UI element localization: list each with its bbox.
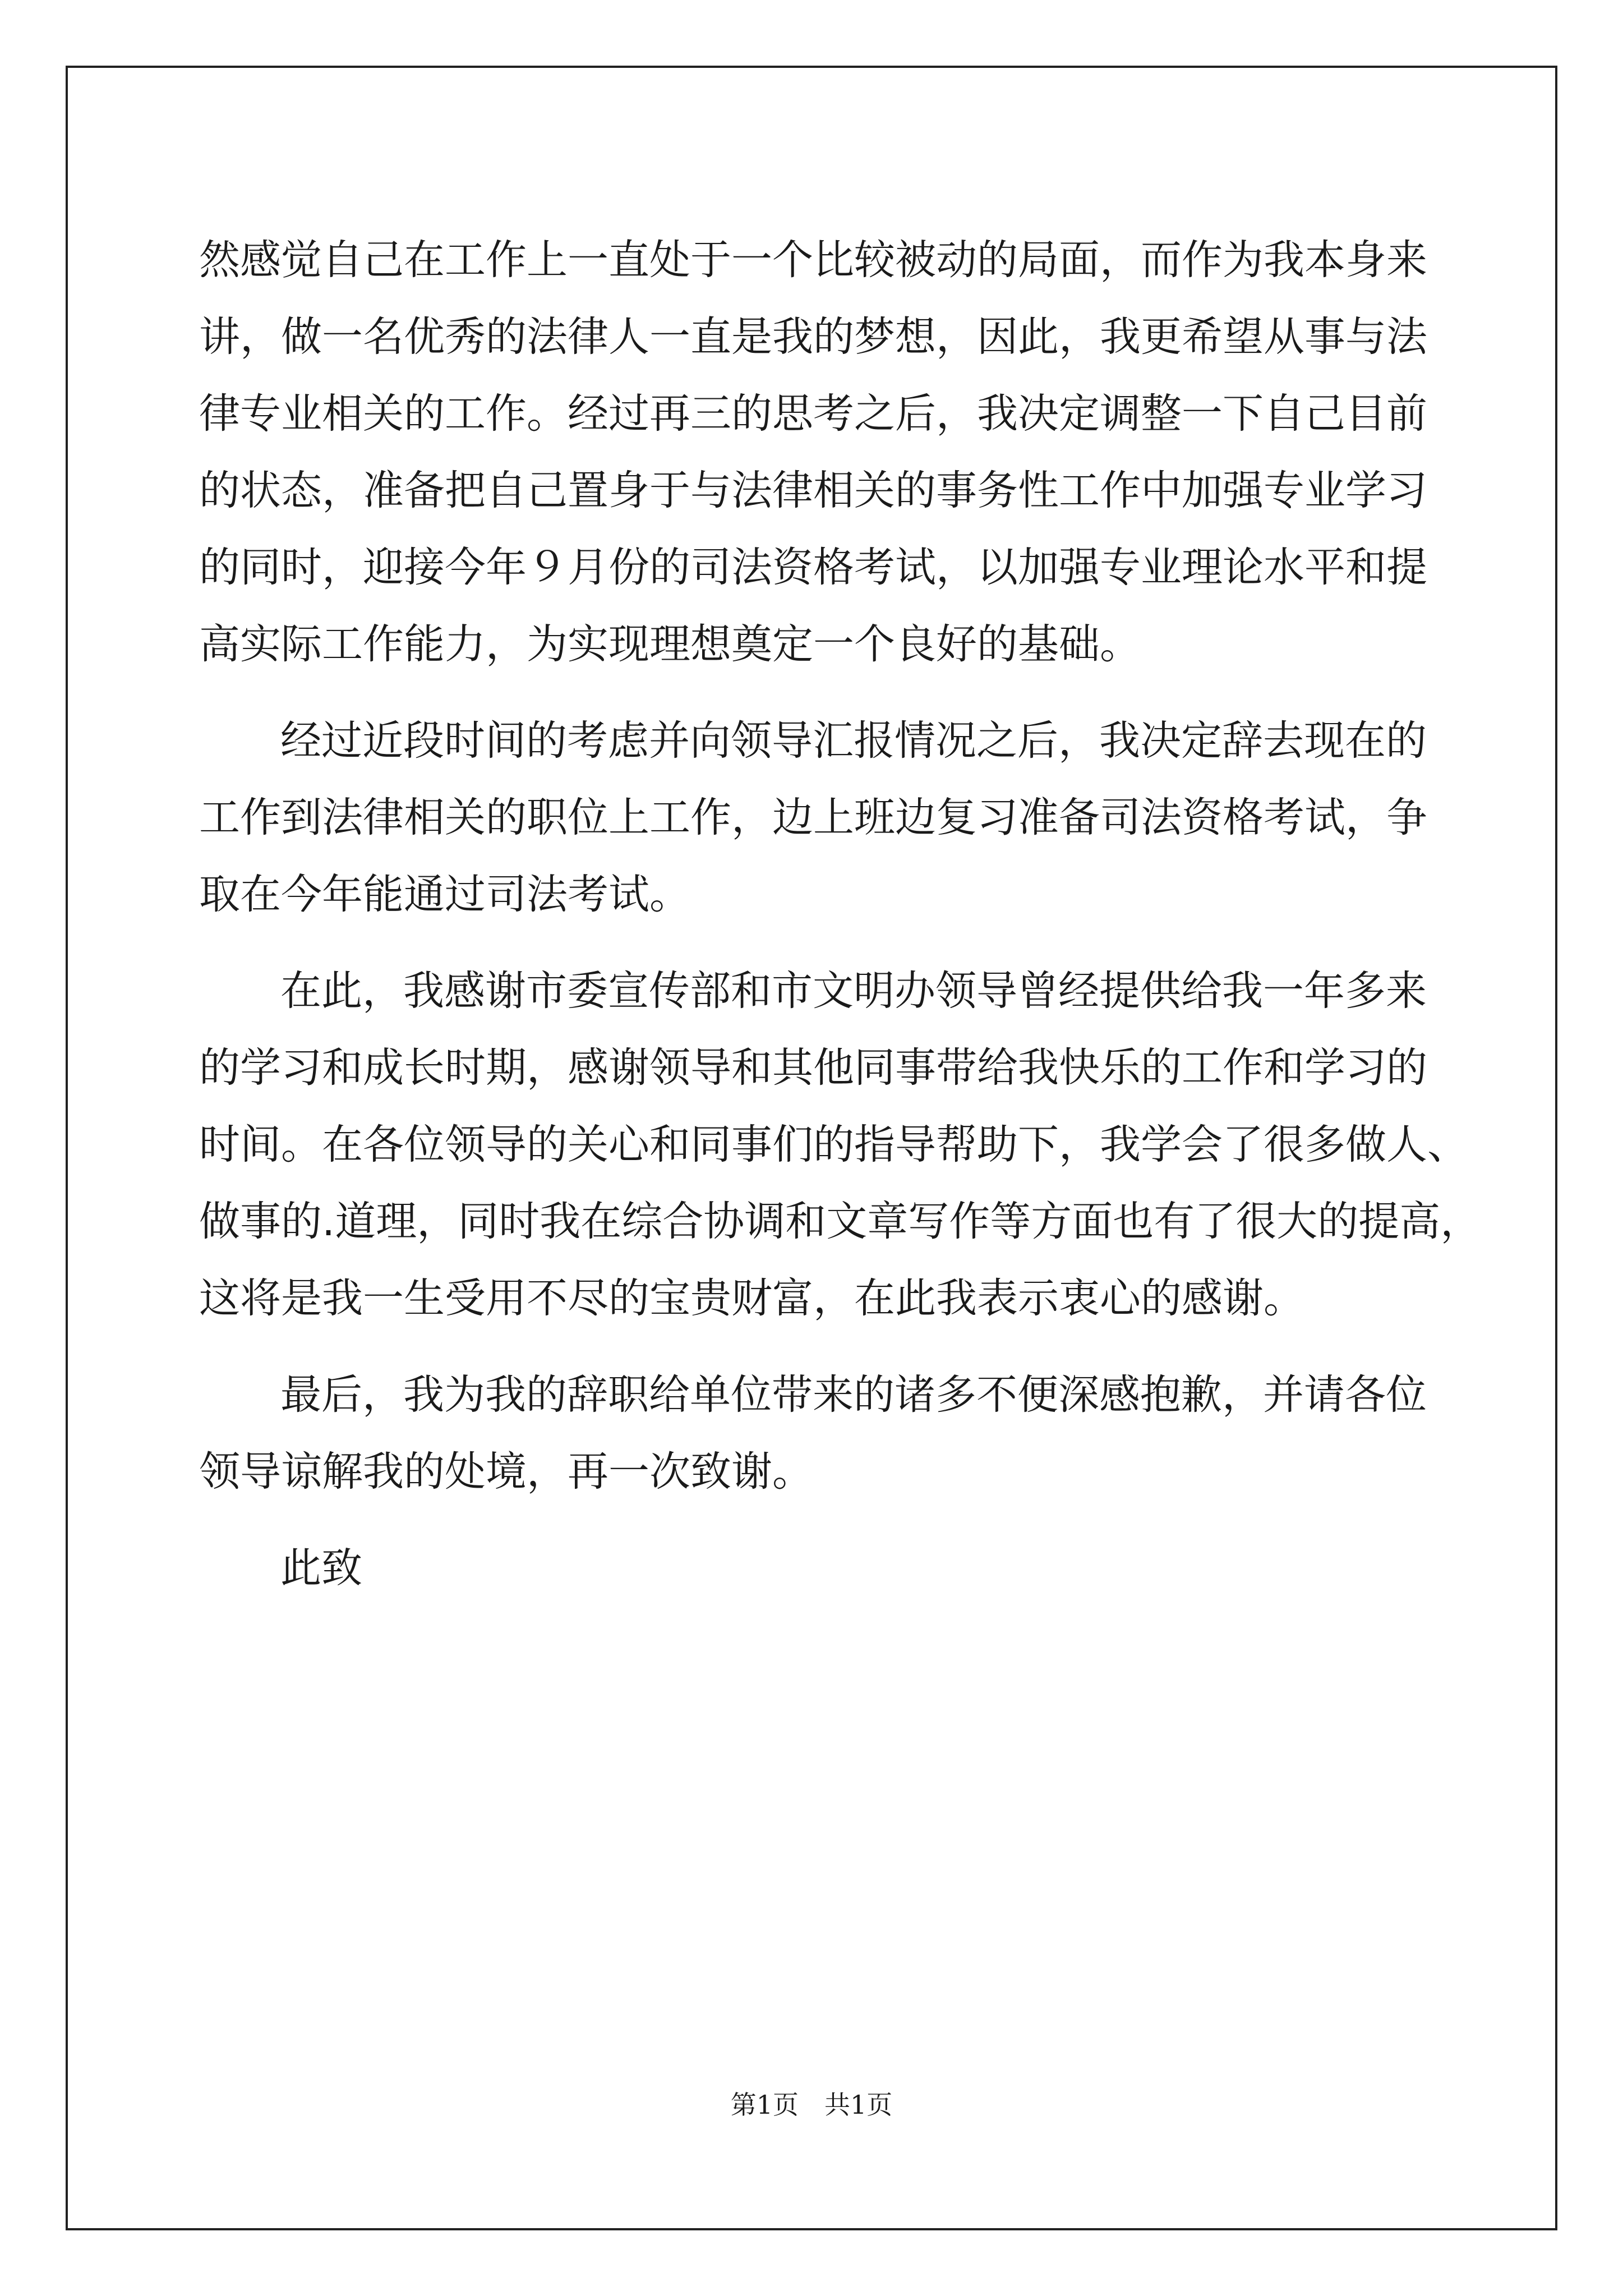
text-line: 的同时，迎接今年９月份的司法资格考试，以加强专业理论水平和提 bbox=[199, 544, 1427, 591]
text-line: 在此，我感谢市委宣传部和市文明办领导曾经提供给我一年多来 bbox=[280, 967, 1427, 1015]
text-line: 领导谅解我的处境，再一次致谢。 bbox=[199, 1448, 813, 1496]
text-line: 取在今年能通过司法考试。 bbox=[199, 871, 690, 918]
page-number: 第1页 共1页 bbox=[730, 2090, 893, 2120]
paragraph-gap bbox=[199, 1510, 1433, 1530]
text-line: 律专业相关的工作。经过再三的思考之后，我决定调整一下自己目前 bbox=[199, 390, 1427, 438]
paragraph-gap bbox=[199, 1337, 1433, 1356]
text-line: 经过近段时间的考虑并向领导汇报情况之后，我决定辞去现在的 bbox=[280, 717, 1427, 765]
text-line: 高实际工作能力，为实现理想奠定一个良好的基础。 bbox=[199, 620, 1141, 668]
text-line: 然感觉自己在工作上一直处于一个比较被动的局面，而作为我本身来 bbox=[199, 236, 1427, 284]
paragraph-gap bbox=[199, 933, 1433, 953]
text-line: 的学习和成长时期，感谢领导和其他同事带给我快乐的工作和学习的 bbox=[199, 1044, 1427, 1092]
text-line: 这将是我一生受用不尽的宝贵财富，在此我表示衷心的感谢。 bbox=[199, 1274, 1304, 1322]
text-line: 工作到法律相关的职位上工作，边上班边复习准备司法资格考试，争 bbox=[199, 794, 1427, 841]
text-line: 做事的.道理，同时我在综合协调和文章写作等方面也有了很大的提高， bbox=[199, 1198, 1482, 1245]
text-line: 此致 bbox=[280, 1544, 362, 1592]
text-line: 最后，我为我的辞职给单位带来的诸多不便深感抱歉，并请各位 bbox=[280, 1371, 1427, 1419]
text-line: 时间。在各位领导的关心和同事们的指导帮助下，我学会了很多做人、 bbox=[199, 1121, 1468, 1168]
text-line: 的状态，准备把自己置身于与法律相关的事务性工作中加强专业学习 bbox=[199, 467, 1427, 514]
document-body bbox=[199, 222, 1482, 1607]
text-line: 讲，做一名优秀的法律人一直是我的梦想，因此，我更希望从事与法 bbox=[199, 313, 1427, 361]
paragraph-gap bbox=[199, 683, 1433, 702]
